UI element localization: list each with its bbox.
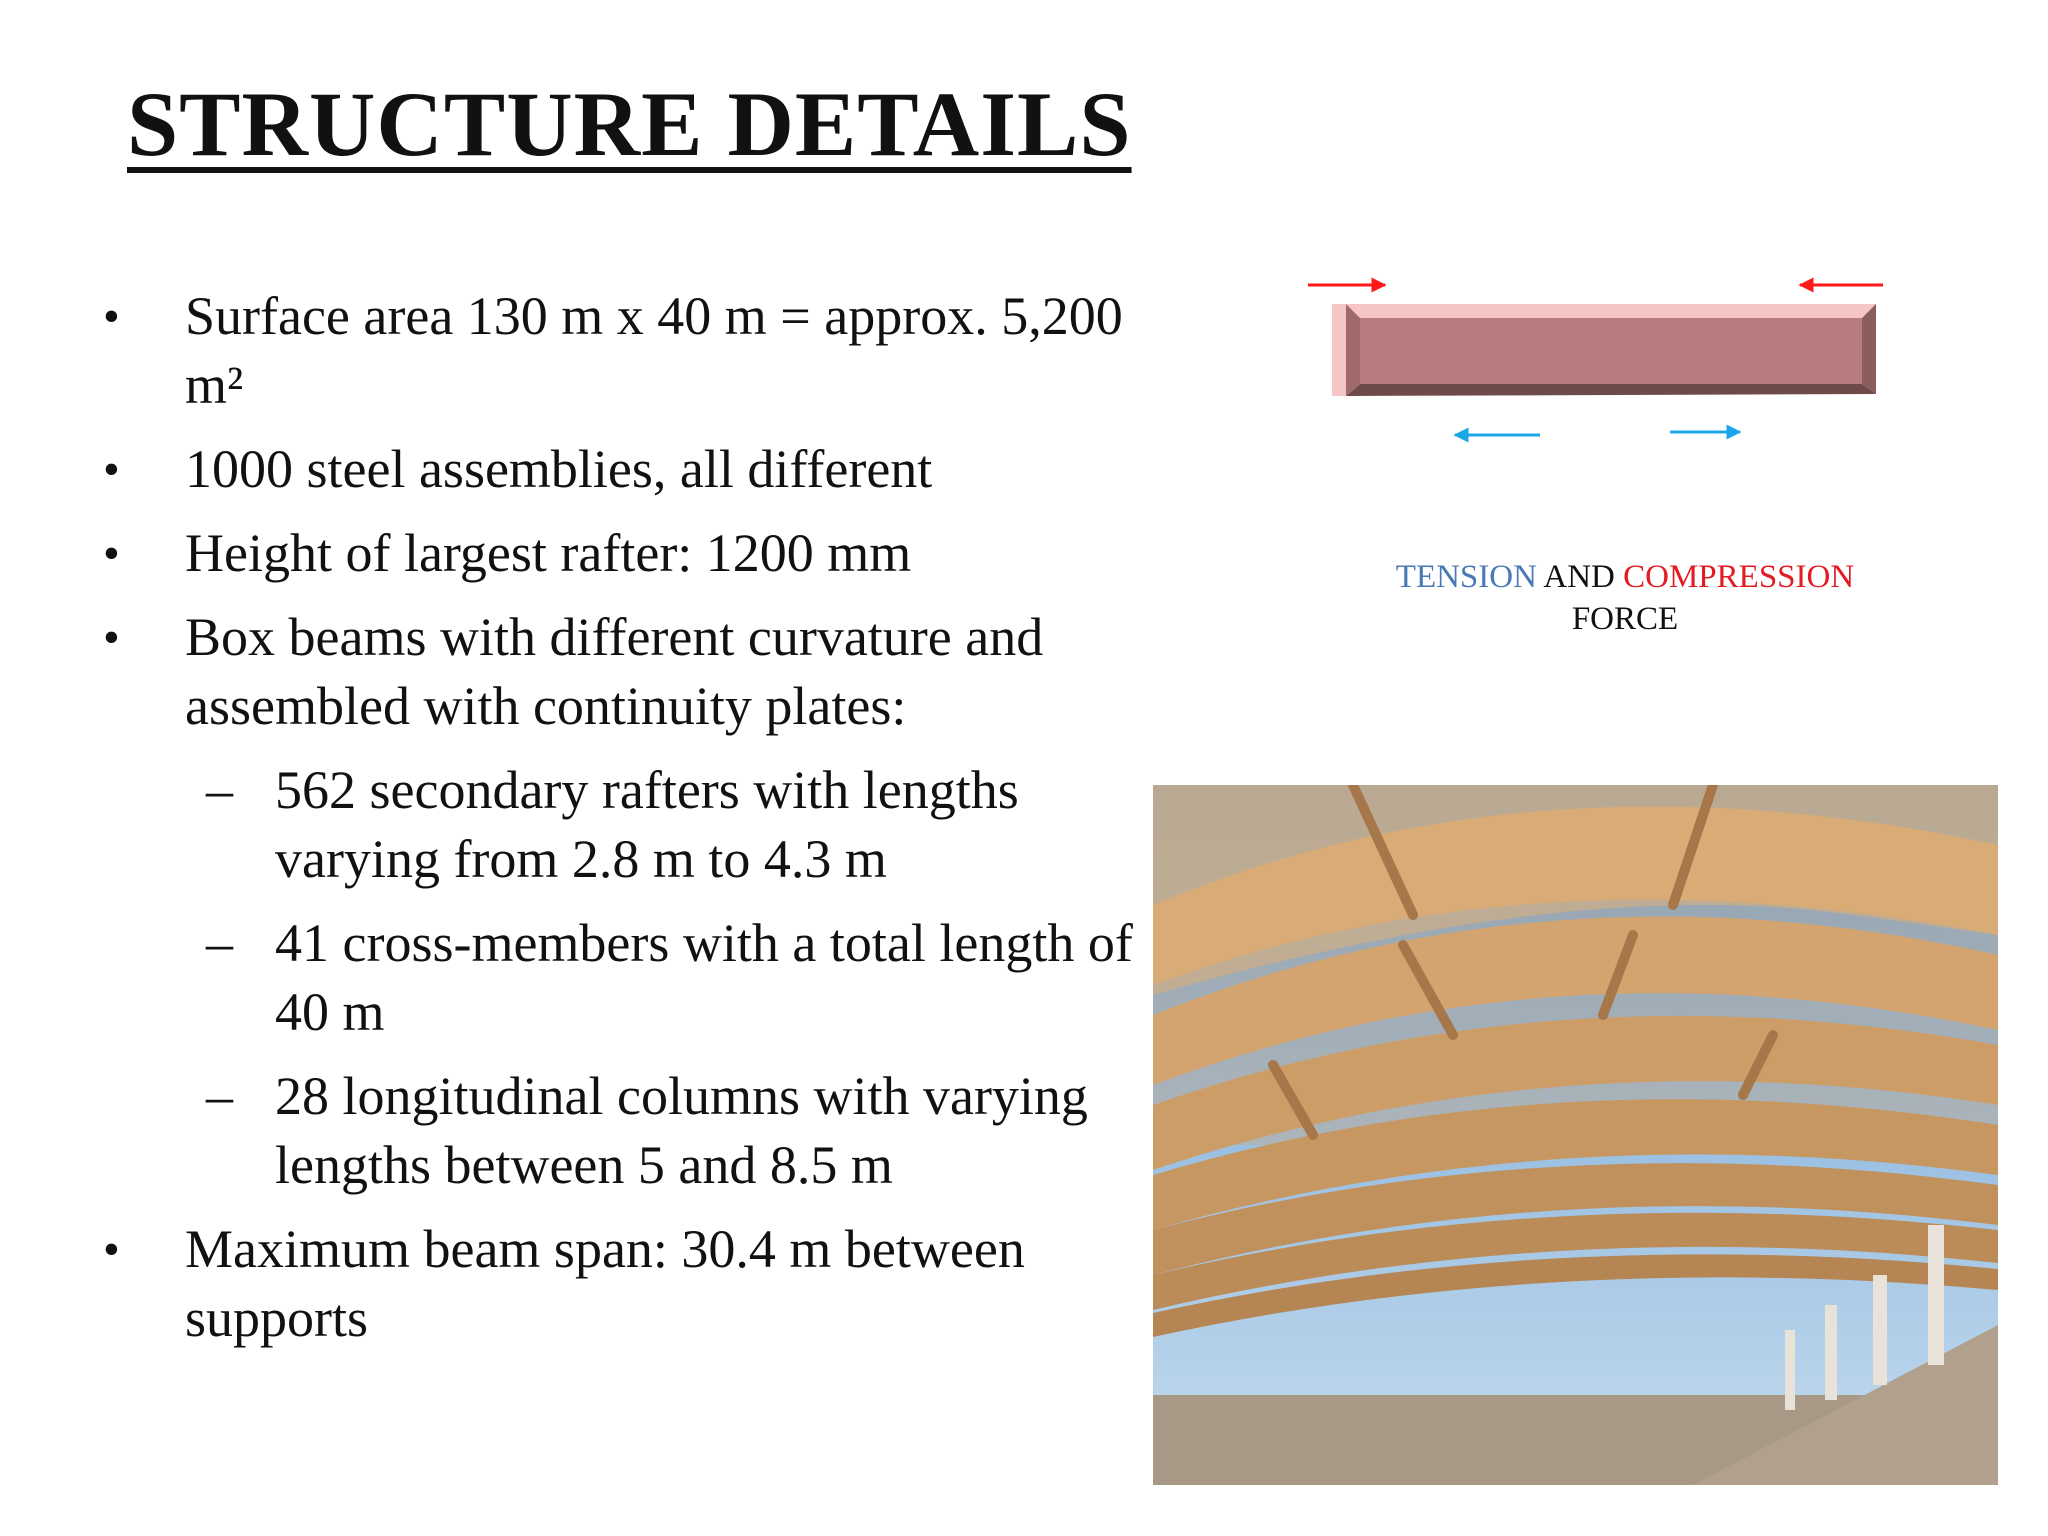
- beam-end-plate: [1332, 304, 1346, 396]
- list-item-text: Box beams with different curvature and assembled with continuity plates:: [185, 607, 1044, 736]
- bullet-marker: •: [103, 1223, 120, 1276]
- dash-marker: –: [206, 913, 233, 973]
- bullet-list: [103, 282, 1133, 1368]
- beam-right-bevel: [1862, 304, 1876, 394]
- sub-list-item: [103, 756, 1133, 894]
- list-item-text: Surface area 130 m x 40 m = approx. 5,200 m²: [185, 286, 1123, 415]
- sub-list-item: [103, 909, 1133, 1047]
- list-item-text: Maximum beam span: 30.4 m between supports: [185, 1219, 1025, 1348]
- diagram-caption: [1330, 556, 1920, 640]
- page-title: STRUCTURE DETAILS: [127, 73, 1132, 175]
- list-item: [103, 282, 1133, 420]
- list-item-text: Height of largest rafter: 1200 mm: [185, 523, 912, 583]
- tension-label: TENSION: [1395, 559, 1537, 595]
- bullet-marker: •: [103, 443, 120, 496]
- dash-marker: –: [206, 760, 233, 820]
- beam-top-bevel: [1346, 304, 1876, 318]
- and-label: AND: [1543, 559, 1615, 595]
- beam-face: [1360, 318, 1862, 384]
- caption-line-1: [1330, 556, 1920, 598]
- sub-list-item-text: 562 secondary rafters with lengths varying from 2.8 m to 4.3 m: [275, 760, 1019, 889]
- beam-force-diagram: [1300, 260, 1900, 460]
- beam-bottom-bevel: [1346, 384, 1876, 396]
- sub-list-item: [103, 1062, 1133, 1200]
- force-label: FORCE: [1571, 601, 1679, 637]
- dash-marker: –: [206, 1066, 233, 1126]
- list-item: [103, 1215, 1133, 1353]
- bullet-marker: •: [103, 290, 120, 343]
- sub-list-item-text: 28 longitudinal columns with varying lengths between 5 and 8.5 m: [275, 1066, 1088, 1195]
- roof-structure-photo: [1153, 785, 1998, 1485]
- compression-label: COMPRESSION: [1623, 559, 1855, 595]
- list-item: [103, 519, 1133, 588]
- list-item-text: 1000 steel assemblies, all different: [185, 439, 933, 499]
- bullet-marker: •: [103, 527, 120, 580]
- sub-list-item-text: 41 cross-members with a total length of 40 m: [275, 913, 1133, 1042]
- bullet-marker: •: [103, 611, 120, 664]
- list-item: [103, 435, 1133, 504]
- list-item: [103, 603, 1133, 741]
- beam-left-bevel: [1346, 304, 1360, 396]
